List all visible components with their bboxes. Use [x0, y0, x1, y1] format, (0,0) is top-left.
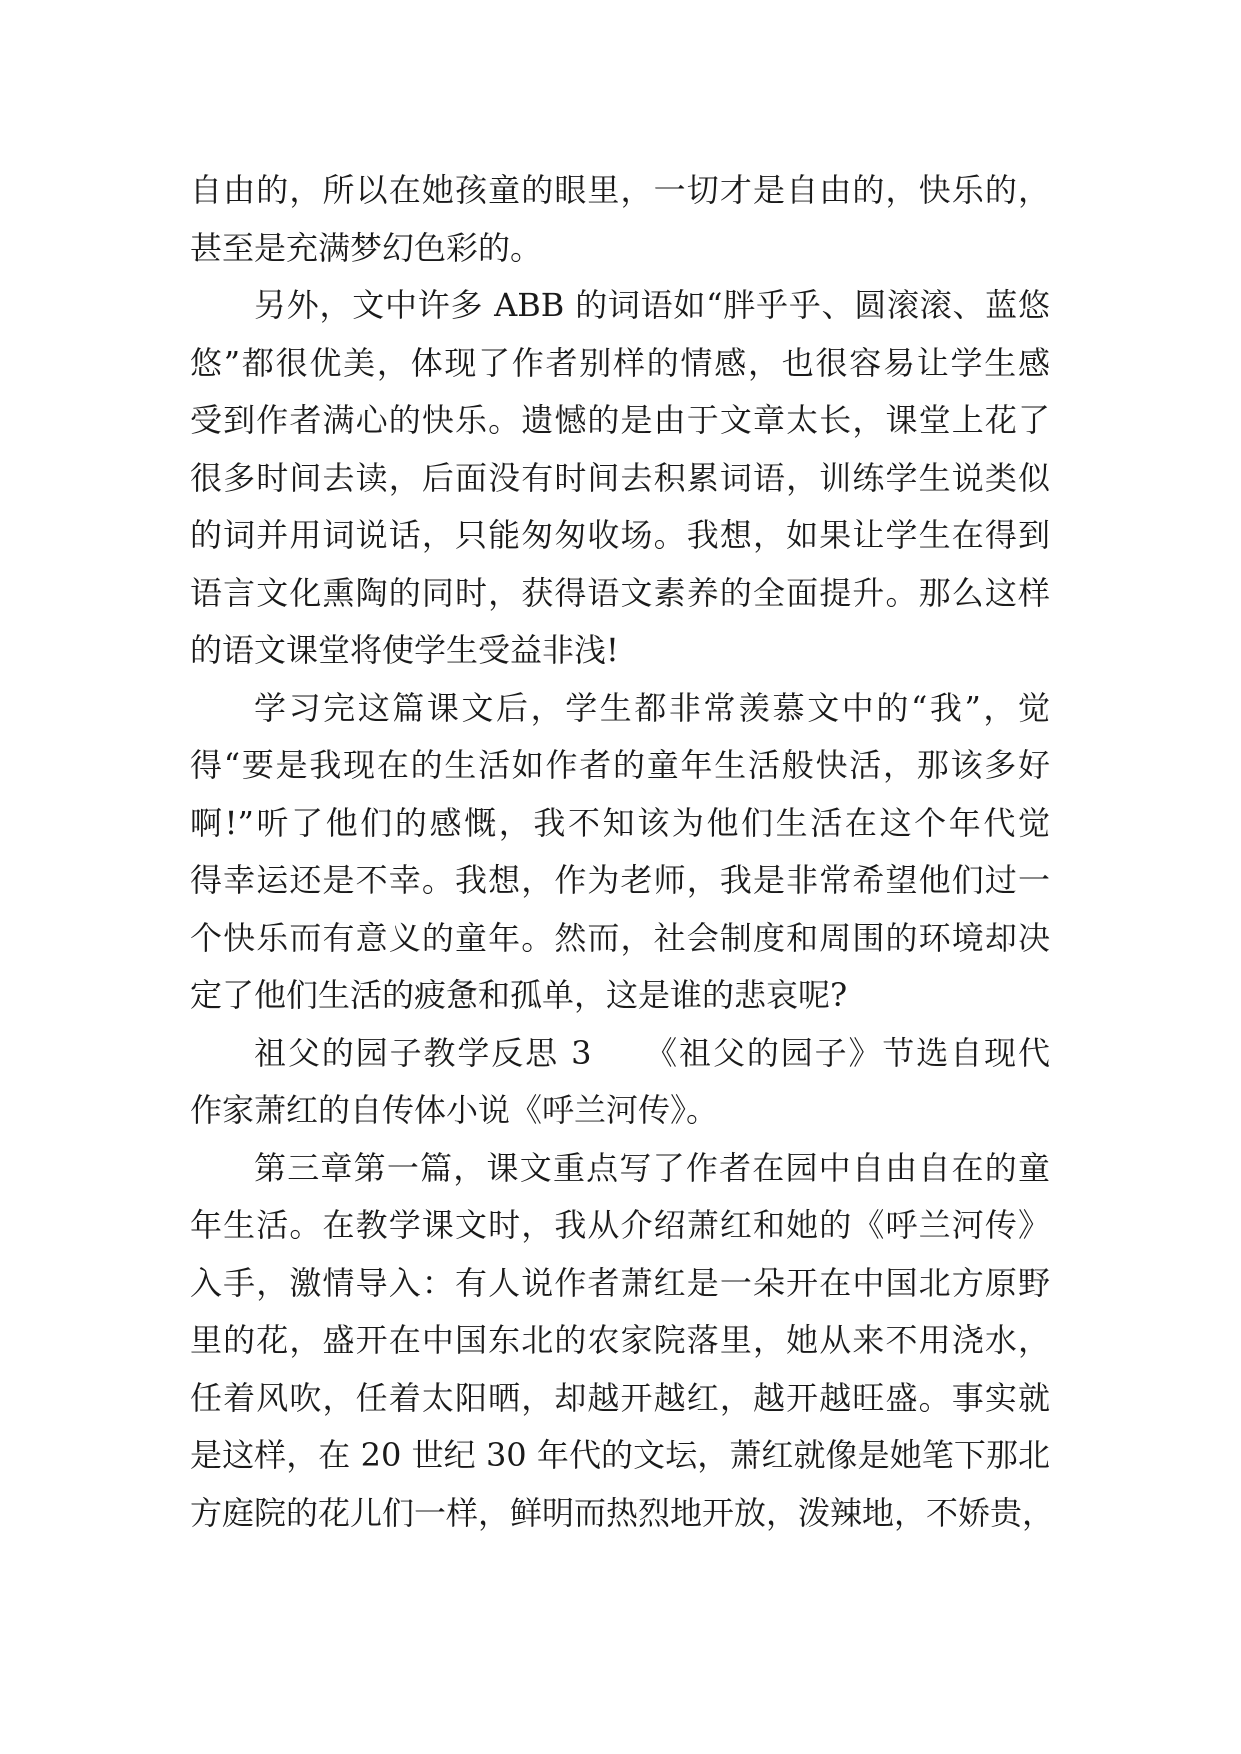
text-line: 悠”都很优美，体现了作者别样的情感，也很容易让学生感	[190, 343, 1050, 382]
text-line: 个快乐而有意义的童年。然而，社会制度和周围的环境却决	[190, 918, 1050, 957]
text-line: 定了他们生活的疲惫和孤单，这是谁的悲哀呢?	[190, 976, 848, 1014]
text-line: 的语文课堂将使学生受益非浅!	[190, 631, 619, 669]
text-line: 受到作者满心的快乐。遗憾的是由于文章太长，课堂上花了	[190, 401, 1050, 439]
text-line: 甚至是充满梦幻色彩的。	[190, 228, 543, 267]
text-line: 任着风吹，任着太阳晒，却越开越红，越开越旺盛。事实就	[190, 1378, 1050, 1417]
text-line: 方庭院的花儿们一样，鲜明而热烈地开放，泼辣地，不娇贵，	[190, 1493, 1055, 1532]
text-line: 得幸运还是不幸。我想，作为老师，我是非常希望他们过一	[190, 861, 1050, 899]
text-line: 啊!”听了他们的感慨，我不知该为他们生活在这个年代觉	[190, 803, 1050, 842]
text-line: 的词并用词说话，只能匆匆收场。我想，如果让学生在得到	[190, 516, 1050, 554]
text-line: 第三章第一篇，课文重点写了作者在园中自由自在的童	[254, 1148, 1050, 1187]
text-line: 另外，文中许多 ABB 的词语如“胖乎乎、圆滚滚、蓝悠	[254, 286, 1050, 324]
text-line: 作家萧红的自传体小说《呼兰河传》。	[190, 1091, 719, 1129]
text-line: 年生活。在教学课文时，我从介绍萧红和她的《呼兰河传》	[190, 1206, 1050, 1244]
text-line: 得“要是我现在的生活如作者的童年生活般快活，那该多好	[190, 746, 1050, 784]
text-line: 语言文化熏陶的同时，获得语文素养的全面提升。那么这样	[190, 573, 1050, 612]
text-line: 祖父的园子教学反思 3 《祖父的园子》节选自现代	[254, 1033, 1050, 1072]
body-text	[190, 162, 1055, 1542]
text-line: 很多时间去读，后面没有时间去积累词语，训练学生说类似	[190, 458, 1050, 497]
text-line: 里的花，盛开在中国东北的农家院落里，她从来不用浇水，	[190, 1321, 1050, 1359]
text-line: 是这样，在 20 世纪 30 年代的文坛，萧红就像是她笔下那北	[190, 1436, 1050, 1474]
text-line: 入手，激情导入：有人说作者萧红是一朵开在中国北方原野	[190, 1263, 1050, 1302]
text-line: 自由的，所以在她孩童的眼里，一切才是自由的，快乐的，	[190, 171, 1050, 209]
text-line: 学习完这篇课文后，学生都非常羡慕文中的“我”，觉	[254, 688, 1050, 727]
